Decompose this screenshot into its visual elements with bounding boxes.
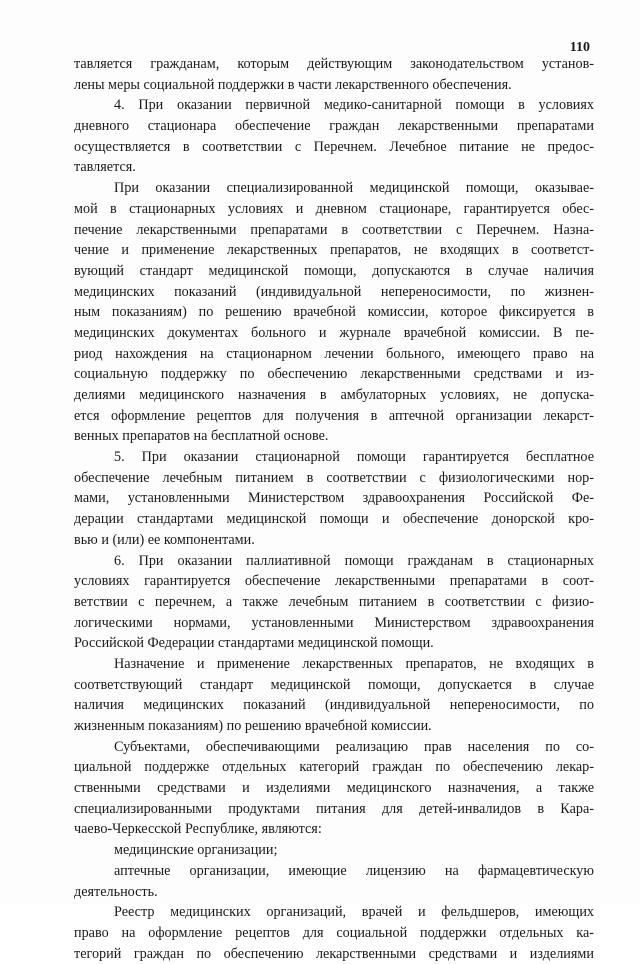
text-line: мами, установленными Министерством здравоохранения Российской Фе-	[74, 490, 594, 507]
text-line: обеспечение лечебным питанием в соответствии с физиологическими нор-	[74, 469, 594, 486]
text-line: ветствии с перечнем, а также лечебным питанием в соответствии с физио-	[74, 593, 594, 610]
text-line: 5. При оказании стационарной помощи гарантируется бесплатное	[114, 449, 594, 466]
text-line: При оказании специализированной медицинской помощи, оказывае-	[114, 180, 594, 197]
text-line: дневного стационара обеспечение граждан лекарственными препаратами	[74, 118, 594, 135]
text-line: условиях гарантируется обеспечение лекарственными препаратами в соот-	[74, 573, 594, 590]
text-line: риод нахождения на стационарном лечении больного, имеющего право на	[74, 345, 594, 362]
text-line: ным показаниям) по решению врачебной комиссии, которое фиксируется в	[74, 304, 594, 321]
text-line: чение и применение лекарственных препаратов, не входящих в соответст-	[74, 242, 594, 259]
text-line: медицинских показаний (индивидуальной непереносимости, по жизнен-	[74, 283, 594, 300]
text-line: социальную поддержку по обеспечению лекарственными средствами и из-	[74, 366, 594, 383]
text-line: тавляется гражданам, которым действующим законодательством установ-	[74, 56, 594, 72]
text-line: Назначение и применение лекарственных препаратов, не входящих в	[114, 655, 594, 672]
text-line: ется оформление рецептов для получения в аптечной организации лекарст-	[74, 407, 594, 424]
text-line: медицинские организации;	[114, 842, 278, 859]
text-line: мой в стационарных условиях и дневном стационаре, гарантируется обес-	[74, 200, 594, 217]
text-line: дерации стандартами медицинской помощи и обеспечение донорской кро-	[74, 511, 594, 528]
text-line: вующий стандарт медицинской помощи, допускаются в случае наличия	[74, 262, 594, 279]
text-line: ственными средствами и изделиями медицинского назначения, а также	[74, 780, 594, 797]
text-line: венных препаратов на бесплатной основе.	[74, 428, 329, 445]
text-line: лены меры социальной поддержки в части лекарственного обеспечения.	[74, 76, 512, 93]
text-line: 4. При оказании первичной медико-санитарной помощи в условиях	[114, 97, 594, 114]
text-line: логическими нормами, установленными Министерством здравоохранения	[74, 614, 594, 631]
text-line: осуществляется в соответствии с Перечнем. Лечебное питание не предос-	[74, 138, 594, 155]
text-line: право на оформление рецептов для социальной поддержки отдельных ка-	[74, 924, 594, 941]
text-line: наличия медицинских показаний (индивидуальной непереносимости, по	[74, 697, 594, 714]
page-number: 110	[569, 40, 590, 55]
text-line: специализированными продуктами питания для детей-инвалидов в Кара-	[74, 800, 594, 817]
text-line: печение лекарственными препаратами в соответствии с Перечнем. Назна-	[74, 221, 594, 238]
text-line: соответствующий стандарт медицинской помощи, допускается в случае	[74, 676, 594, 693]
text-line: медицинских документах больного и журнале врачебной комиссии. В пе-	[74, 324, 594, 341]
text-line: тавляется.	[74, 159, 136, 176]
text-line: 6. При оказании паллиативной помощи гражданам в стационарных	[114, 552, 594, 569]
document-body	[74, 54, 594, 964]
text-line: делиями медицинского назначения в амбулаторных условиях, не допуска-	[74, 387, 594, 403]
text-line: вью и (или) ее компонентами.	[74, 531, 255, 548]
text-line: Российской Федерации стандартами медицинской помощи.	[74, 635, 434, 652]
text-line: аптечные организации, имеющие лицензию на фармацевтическую	[114, 862, 594, 879]
text-line: тегорий граждан по обеспечению лекарственными средствами и изделиями	[74, 945, 594, 962]
text-line: Субъектами, обеспечивающими реализацию прав населения по со-	[114, 738, 594, 755]
text-line: Реестр медицинских организаций, врачей и фельдшеров, имеющих	[114, 904, 594, 921]
text-line: циальной поддержке отдельных категорий граждан по обеспечению лекар-	[74, 759, 594, 776]
text-line: жизненным показаниям) по решению врачебной комиссии.	[74, 718, 432, 734]
text-line: деятельность.	[74, 883, 158, 900]
text-line: чаево-Черкесской Республике, являются:	[74, 821, 322, 838]
